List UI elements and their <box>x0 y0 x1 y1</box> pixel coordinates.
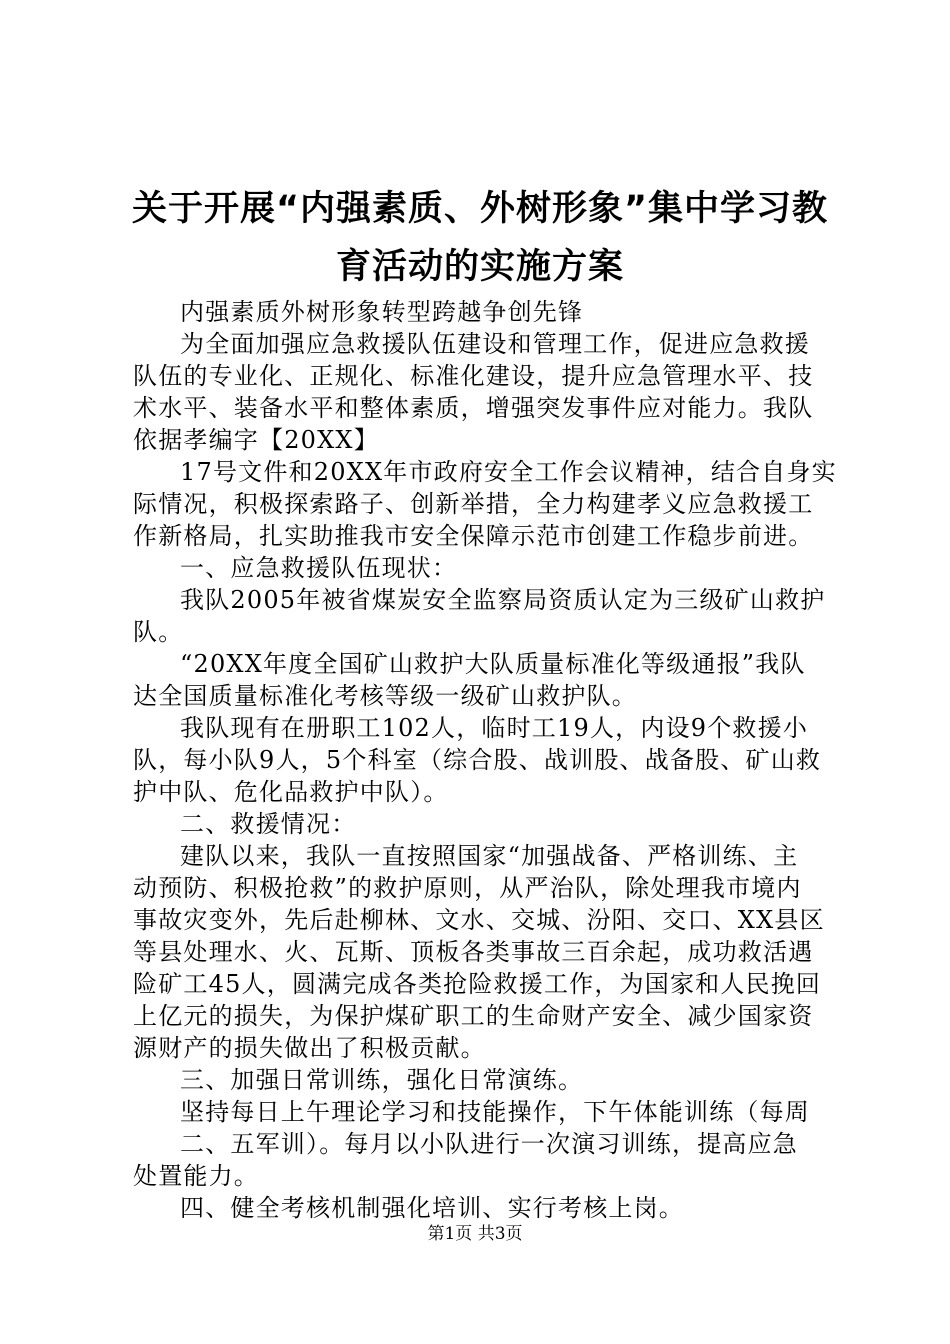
body-line: 术水平、装备水平和整体素质，增强突发事件应对能力。我队 <box>133 394 814 422</box>
body-line: 等县处理水、火、瓦斯、顶板各类事故三百余起，成功救活遇 <box>133 938 814 966</box>
body-line: 源财产的损失做出了积极贡献。 <box>133 1034 486 1062</box>
body-line: 17号文件和20XX年市政府安全工作会议精神，结合自身实 <box>180 458 837 486</box>
section-heading-3: 三、加强日常训练，强化日常演练。 <box>180 1066 584 1094</box>
body-line: 护中队、危化品救护中队）。 <box>133 778 449 806</box>
body-line: 建队以来，我队一直按照国家“加强战备、严格训练、主 <box>180 842 799 870</box>
body-line: “20XX年度全国矿山救护大队质量标准化等级通报”我队 <box>180 650 806 678</box>
body-line: 作新格局，扎实助推我市安全保障示范市创建工作稳步前进。 <box>133 522 814 550</box>
body-line: 我队2005年被省煤炭安全监察局资质认定为三级矿山救护 <box>180 586 826 614</box>
body-line: 际情况，积极探索路子、创新举措，全力构建孝义应急救援工 <box>133 490 814 518</box>
section-heading-4: 四、健全考核机制强化培训、实行考核上岗。 <box>180 1194 684 1222</box>
body-line: 事故灾变外，先后赴柳林、文水、交城、汾阳、交口、XX县区 <box>133 906 825 934</box>
body-line: 动预防、积极抢救”的救护原则，从严治队，除处理我市境内 <box>133 874 802 902</box>
subtitle-line: 内强素质外树形象转型跨越争创先锋 <box>180 298 584 326</box>
body-line: 达全国质量标准化考核等级一级矿山救护队。 <box>133 682 637 710</box>
document-title-line-2: 育活动的实施方案 <box>335 247 624 287</box>
section-heading-2: 二、救援情况： <box>180 810 357 838</box>
body-line: 队，每小队9人，5个科室（综合股、战训股、战备股、矿山救 <box>133 746 822 774</box>
body-line: 队伍的专业化、正规化、标准化建设，提升应急管理水平、技 <box>133 362 814 390</box>
body-line: 队。 <box>133 618 184 646</box>
body-line: 为全面加强应急救援队伍建设和管理工作，促进应急救援 <box>180 330 810 358</box>
section-heading-1: 一、应急救援队伍现状： <box>180 554 458 582</box>
page-footer: 第1页 共3页 <box>427 1224 523 1244</box>
body-line: 处置能力。 <box>133 1162 259 1190</box>
body-line: 我队现有在册职工102人，临时工19人，内设9个救援小 <box>180 714 809 742</box>
body-line: 险矿工45人，圆满完成各类抢险救援工作，为国家和人民挽回 <box>133 970 822 998</box>
body-line: 坚持每日上午理论学习和技能操作，下午体能训练（每周 <box>180 1098 810 1126</box>
body-line: 上亿元的损失，为保护煤矿职工的生命财产安全、减少国家资 <box>133 1002 814 1030</box>
body-line: 二、五军训）。每月以小队进行一次演习训练，提高应急 <box>180 1130 798 1158</box>
body-line: 依据孝编字【20XX】 <box>133 426 379 454</box>
document-title-line-1: 关于开展“内强素质、外树形象”集中学习教 <box>131 189 828 229</box>
